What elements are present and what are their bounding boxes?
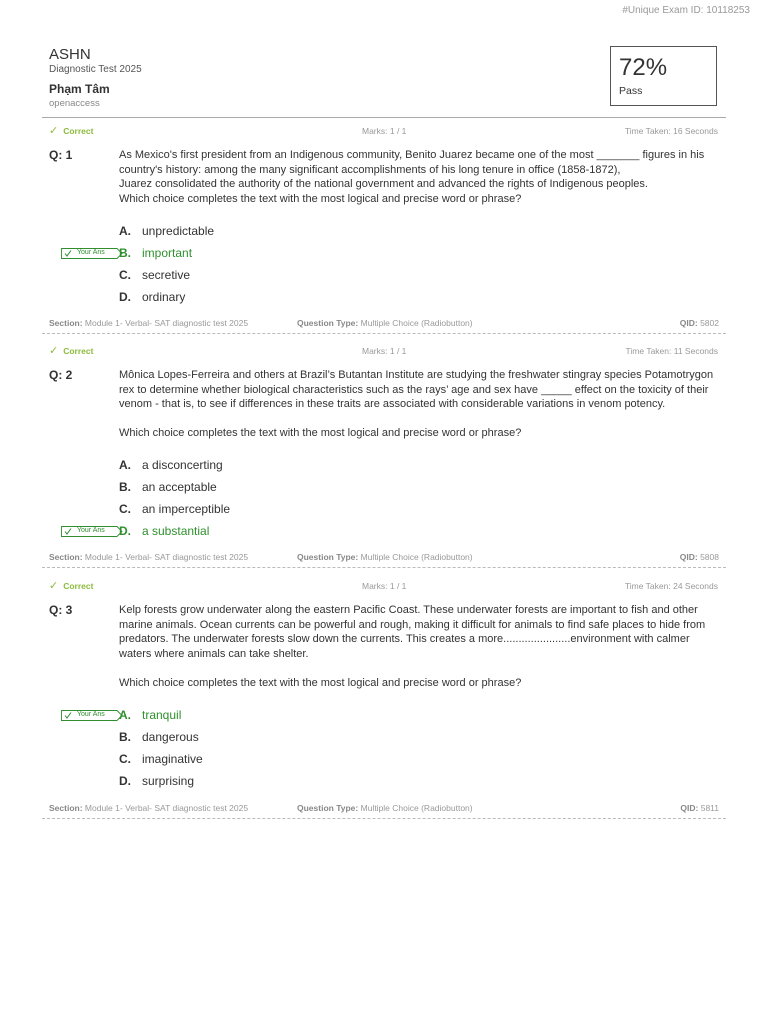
question-type-info xyxy=(297,803,473,813)
qtype-label: Question Type: xyxy=(297,552,359,562)
check-icon: ✓ xyxy=(49,125,59,137)
your-answer-label: Your Ans xyxy=(77,527,105,534)
time-taken: Time Taken: 16 Seconds xyxy=(624,126,718,136)
marks-text: Marks: 1 / 1 xyxy=(362,346,407,356)
section-label: Section: xyxy=(49,318,83,328)
answer-option xyxy=(119,290,185,308)
your-answer-tag xyxy=(61,526,123,537)
section-info xyxy=(49,552,248,562)
option-text: imaginative xyxy=(142,752,203,766)
answer-option xyxy=(119,458,223,476)
score-box xyxy=(610,46,717,106)
qid-info xyxy=(680,803,719,813)
qtype-value: Multiple Choice (Radiobutton) xyxy=(360,803,473,813)
question-block xyxy=(42,124,726,328)
option-text: unpredictable xyxy=(142,224,215,238)
question-text: Kelp forests grow underwater along the eastern Pacific Coast. These underwater forests are important to fish and other marine animals. Ocean currents can be powerful and rough, making it difficult for animals to find safe places to hide from predators. The underwater forests slow down the currents. This creates a more......................environment with calmer waters where animals can take shelter. Which choice completes the text with the most logical and precise word or phrase? xyxy=(119,604,706,689)
option-text: an acceptable xyxy=(142,480,217,494)
section-info xyxy=(49,318,248,328)
section-value: Module 1- Verbal- SAT diagnostic test 2025 xyxy=(84,318,249,328)
test-subtitle: Diagnostic Test 2025 xyxy=(49,64,142,75)
question-meta xyxy=(42,124,726,138)
question-block xyxy=(42,579,726,813)
status-text: Correct xyxy=(63,581,94,591)
section-label: Section: xyxy=(49,552,83,562)
option-text: ordinary xyxy=(142,290,186,304)
question-type-info xyxy=(297,552,473,562)
option-text: tranquil xyxy=(142,708,182,722)
option-letter: D. xyxy=(119,290,131,304)
question-number: Q: 2 xyxy=(49,368,73,382)
option-letter: A. xyxy=(119,224,131,238)
answer-option xyxy=(119,524,209,542)
check-icon: ✓ xyxy=(49,580,59,592)
qid-value: 5802 xyxy=(700,318,719,328)
qtype-label: Question Type: xyxy=(297,803,359,813)
qid-label: QID: xyxy=(679,318,698,328)
qid-info xyxy=(680,318,719,328)
qtype-label: Question Type: xyxy=(297,318,359,328)
answer-option xyxy=(119,730,199,748)
qid-value: 5808 xyxy=(700,552,719,562)
option-letter: C. xyxy=(119,502,131,516)
option-text: dangerous xyxy=(142,730,199,744)
status-badge xyxy=(49,579,93,592)
time-taken: Time Taken: 11 Seconds xyxy=(625,346,718,356)
your-answer-tag xyxy=(61,248,123,259)
qid-info xyxy=(680,552,719,562)
option-text: a substantial xyxy=(142,524,210,538)
option-letter: B. xyxy=(119,246,131,260)
marks-text: Marks: 1 / 1 xyxy=(362,126,407,136)
option-letter: A. xyxy=(119,708,131,722)
option-text: important xyxy=(142,246,193,260)
question-footer xyxy=(49,318,719,330)
your-answer-tag xyxy=(61,710,123,721)
qid-label: QID: xyxy=(680,803,699,813)
answer-option xyxy=(119,246,192,264)
answer-option xyxy=(119,480,217,498)
question-text: As Mexico's first president from an Indigenous community, Benito Juarez became one of the most _______ figures in his country's history: among the many significant accomplishments of his long tenure in office (1858-1872), Juarez consolidated the authority of the national government and advanced the rights of Indigenous peoples. Which choice completes the text with the most logical and precise word or phrase? xyxy=(119,149,705,205)
test-name: ASHN xyxy=(49,46,91,63)
question-divider xyxy=(42,818,726,819)
score-percent: 72% xyxy=(619,54,668,81)
status-text: Correct xyxy=(63,346,94,356)
your-answer-label: Your Ans xyxy=(77,249,105,256)
option-text: an imperceptible xyxy=(142,502,231,516)
qid-label: QID: xyxy=(679,552,698,562)
question-divider xyxy=(42,567,726,568)
option-text: surprising xyxy=(142,774,195,788)
answer-option xyxy=(119,502,230,520)
option-text: secretive xyxy=(142,268,191,282)
option-letter: B. xyxy=(119,480,131,494)
qtype-value: Multiple Choice (Radiobutton) xyxy=(360,552,473,562)
section-value: Module 1- Verbal- SAT diagnostic test 2025 xyxy=(84,552,249,562)
answer-option xyxy=(119,708,181,726)
score-result: Pass xyxy=(619,85,643,97)
answer-option xyxy=(119,224,214,242)
marks-text: Marks: 1 / 1 xyxy=(362,581,407,591)
section-label: Section: xyxy=(49,803,83,813)
answer-option xyxy=(119,774,194,792)
student-org: openaccess xyxy=(49,98,100,109)
question-text: Mônica Lopes-Ferreira and others at Brazil’s Butantan Institute are studying the freshwater stingray species Potamotrygon rex to determine whether biological characteristics such as the rays’ age and sex have _____ effect on the toxicity of their venom - that is, to see if differences in these traits are associated with considerable variations in venom potency. Which choice completes the text with the most logical and precise word or phrase? xyxy=(119,369,714,440)
option-letter: C. xyxy=(119,268,131,282)
status-badge xyxy=(49,344,93,357)
question-meta xyxy=(42,579,726,593)
question-number: Q: 1 xyxy=(49,148,73,162)
option-letter: A. xyxy=(119,458,131,472)
your-answer-label: Your Ans xyxy=(77,711,105,718)
option-letter: C. xyxy=(119,752,131,766)
qtype-value: Multiple Choice (Radiobutton) xyxy=(360,318,473,328)
header-divider xyxy=(42,117,726,118)
question-divider xyxy=(42,333,726,334)
status-badge xyxy=(49,124,93,137)
exam-id: #Unique Exam ID: 10118253 xyxy=(622,5,750,16)
check-icon: ✓ xyxy=(49,345,59,357)
student-name: Phạm Tâm xyxy=(49,82,110,96)
report-header xyxy=(49,46,142,109)
question-number: Q: 3 xyxy=(49,603,73,617)
question-block xyxy=(42,344,726,562)
answer-option xyxy=(119,268,190,286)
question-type-info xyxy=(297,318,473,328)
option-text: a disconcerting xyxy=(142,458,223,472)
answer-option xyxy=(119,752,203,770)
section-value: Module 1- Verbal- SAT diagnostic test 2025 xyxy=(84,803,249,813)
option-letter: B. xyxy=(119,730,131,744)
question-footer xyxy=(49,803,719,815)
option-letter: D. xyxy=(119,524,131,538)
question-footer xyxy=(49,552,719,564)
time-taken: Time Taken: 24 Seconds xyxy=(624,581,718,591)
qid-value: 5811 xyxy=(700,803,719,813)
status-text: Correct xyxy=(63,126,94,136)
section-info xyxy=(49,803,248,813)
option-letter: D. xyxy=(119,774,131,788)
question-meta xyxy=(42,344,726,358)
